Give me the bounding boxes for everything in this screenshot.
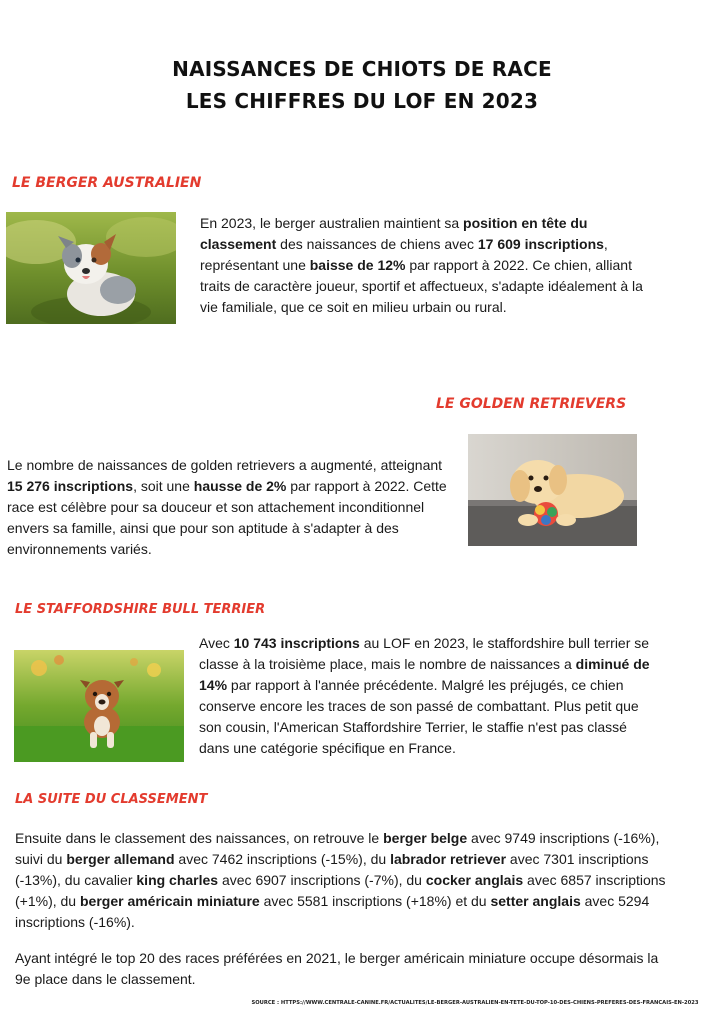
berger-australien-photo (6, 212, 176, 324)
section-paragraph-golden-retrievers: Le nombre de naissances de golden retrievers a augmenté, atteignant 15 276 inscriptions, soit une hausse de 2% par rapport à 2022. Cette race est célèbre pour sa douceur et son attachement inconditionnel envers sa famille, ainsi que pour son aptitude à s'adapter à des environnements variés. (7, 457, 447, 557)
section-paragraph-staffordshire: Avec 10 743 inscriptions au LOF en 2023, le staffordshire bull terrier se classe à la troisième place, mais le nombre de naissances a diminué de 14% par rapport à l'année précédente. Malgré les préjugés, ce chien conserve encore les traces de son passé de combattant. Plus petit que son cousin, l'American Staffordshire Terrier, le staffie n'est pas classé dans une catégorie spécifique en France. (199, 635, 650, 756)
section-paragraph-suite-classement-2: Ayant intégré le top 20 des races préférées en 2021, le berger américain miniature occupe désormais la 9e place dans le classement. (15, 950, 659, 987)
section-heading-golden-retrievers: LE GOLDEN RETRIEVERS (436, 396, 627, 412)
section-heading-berger-australien: LE BERGER AUSTRALIEN (12, 175, 202, 191)
page-title-line-2: LES CHIFFRES DU LOF EN 2023 (185, 89, 539, 113)
source-note: SOURCE : HTTPS://WWW.CENTRALE-CANINE.FR/ACTUALITES/LE-BERGER-AUSTRALIEN-EN-TETE-DU-TOP-10-DES-CHIENS-PREFERES-DES-FRANCAIS-EN-2023 (251, 1000, 699, 1006)
section-heading-staffordshire: LE STAFFORDSHIRE BULL TERRIER (15, 602, 266, 617)
golden-retriever-photo (468, 434, 637, 546)
section-paragraph-suite-classement: Ensuite dans le classement des naissances, on retrouve le berger belge avec 9749 inscriptions (-16%), suivi du berger allemand avec 7462 inscriptions (-15%), du labrador retriever avec 7301 inscriptions (-13%), du cavalier king charles avec 6907 inscriptions (-7%), du cocker anglais avec 6857 inscriptions (+1%), du berger américain miniature avec 5581 inscriptions (+18%) et du setter anglais avec 5294 inscriptions (-16%). (15, 830, 666, 930)
section-paragraph-berger-australien: En 2023, le berger australien maintient sa position en tête du classement des naissances de chiens avec 17 609 inscriptions, représentant une baisse de 12% par rapport à 2022. Ce chien, alliant traits de caractère joueur, sportif et affectueux, s'adapte idéalement à la vie familiale, que ce soit en milieu urbain ou rural. (200, 215, 643, 315)
section-heading-suite-classement: LA SUITE DU CLASSEMENT (15, 792, 208, 807)
page-title-line-1: NAISSANCES DE CHIOTS DE RACE (172, 57, 552, 81)
staffordshire-photo (14, 650, 184, 762)
